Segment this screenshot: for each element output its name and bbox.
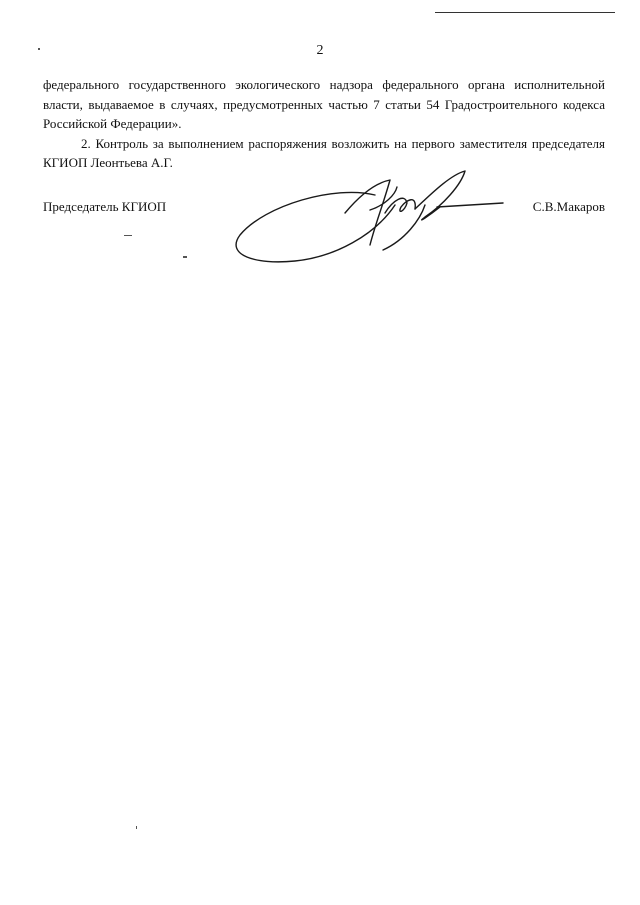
page-number: 2 <box>316 43 324 58</box>
handwritten-signature <box>225 165 525 275</box>
header-rule <box>435 12 615 13</box>
scan-speck <box>38 48 40 50</box>
scan-speck <box>136 826 137 829</box>
scan-speck <box>124 235 132 236</box>
document-body <box>43 75 605 173</box>
paragraph-continuation: федерального государственного экологического надзора федерального органа исполнительной власти, выдаваемое в случаях, предусмотренных частью 7 статьи 54 Градостроительного кодекса Российской Федерации». <box>43 77 605 131</box>
signatory-title: Председатель КГИОП <box>43 199 167 214</box>
paragraph-control: 2. Контроль за выполнением распоряжения возложить на первого заместителя председателя КГИОП Леонтьева А.Г. <box>43 135 605 170</box>
signatory-name: С.В.Макаров <box>532 199 605 214</box>
scan-speck <box>183 256 187 258</box>
